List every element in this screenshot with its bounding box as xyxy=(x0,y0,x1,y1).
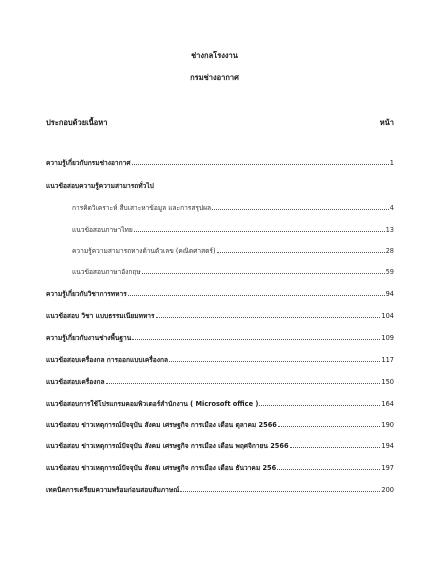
toc-entry xyxy=(46,310,394,322)
toc-entry-label: ความรู้เกี่ยวกับงานช่างพื้นฐาน xyxy=(46,334,132,342)
toc-dot-leader xyxy=(156,317,381,318)
toc-entry-page: 150 xyxy=(381,378,394,386)
toc-dot-leader xyxy=(142,273,385,274)
toc-entry xyxy=(46,288,394,300)
toc-dot-leader xyxy=(212,209,389,210)
toc-entry-label: การคิดวิเคราะห์ สืบเสาะหาข้อมูล และการสรุปผล xyxy=(72,204,211,212)
toc-entry-page: 94 xyxy=(385,290,394,298)
toc-entry xyxy=(46,398,394,410)
toc-entry-label: แนวข้อสอบเครื่องกล xyxy=(46,378,105,386)
toc-contents-heading: ประกอบด้วยเนื้อหา xyxy=(46,118,108,127)
toc-entry xyxy=(46,462,394,474)
toc-entry-label: ความรู้ความสามารถทางด้านตัวเลข (คณิตศาสตร์) xyxy=(72,247,216,255)
toc-entry-page: 200 xyxy=(381,486,394,494)
toc-entry-page: 28 xyxy=(385,247,394,255)
toc-entry-label: แนวข้อสอบ ข่าวเหตุการณ์ปัจจุบัน สังคม เศรษฐกิจ การเมือง เดือน ธันวาคม 256 xyxy=(46,464,277,472)
toc-dot-leader xyxy=(277,469,380,470)
toc-entry-label: ความรู้เกี่ยวกับวิชาการทหาร xyxy=(46,290,127,298)
toc-entry-page: 190 xyxy=(381,421,394,429)
toc-entry xyxy=(72,266,394,278)
toc-dot-leader xyxy=(169,361,380,362)
toc-entry-page: 4 xyxy=(389,204,394,212)
toc-entry-page: 1 xyxy=(389,159,394,167)
toc-dot-leader xyxy=(128,295,385,296)
toc-entry xyxy=(46,332,394,344)
toc-entry-page: 164 xyxy=(381,400,394,408)
toc-entry-label: แนวข้อสอบความรู้ความสามารถทั่วไป xyxy=(46,182,154,190)
toc-entry xyxy=(46,180,154,192)
toc-entry-label: เทคนิคการเตรียมความพร้อมก่อนสอบสัมภาษณ์ xyxy=(46,486,180,494)
toc-dot-leader xyxy=(132,339,380,340)
toc-entry-label: แนวข้อสอบ วิชา แบบธรรมเนียมทหาร xyxy=(46,312,155,320)
toc-dot-leader xyxy=(217,252,385,253)
toc-entry xyxy=(72,202,394,214)
toc-dot-leader xyxy=(134,231,385,232)
toc-dot-leader xyxy=(290,447,381,448)
toc-entry-page: 59 xyxy=(385,268,394,276)
toc-entry xyxy=(72,245,394,257)
toc-entry-page: 13 xyxy=(385,226,394,234)
toc-entry xyxy=(46,484,394,496)
toc-dot-leader xyxy=(106,383,381,384)
toc-entry-label: แนวข้อสอบ ข่าวเหตุการณ์ปัจจุบัน สังคม เศรษฐกิจ การเมือง เดือน พฤศจิกายน 2566 xyxy=(46,442,289,450)
toc-entry xyxy=(46,419,394,431)
document-subtitle: กรมช่างอากาศ xyxy=(190,73,239,82)
toc-dot-leader xyxy=(259,405,380,406)
toc-entry-label: แนวข้อสอบภาษาอังกฤษ xyxy=(72,268,141,276)
toc-dot-leader xyxy=(278,426,381,427)
toc-entry-label: แนวข้อสอบ ข่าวเหตุการณ์ปัจจุบัน สังคม เศรษฐกิจ การเมือง เดือน ตุลาคม 2566 xyxy=(46,421,277,429)
toc-entry-label: แนวข้อสอบภาษาไทย xyxy=(72,226,133,234)
toc-entry-page: 104 xyxy=(381,312,394,320)
toc-entry-page: 109 xyxy=(381,334,394,342)
toc-entry-label: แนวข้อสอบเครื่องกล การออกแบบเครื่องกล xyxy=(46,356,169,364)
toc-entry xyxy=(46,440,394,452)
toc-dot-leader xyxy=(180,491,380,492)
toc-entry-page: 197 xyxy=(381,464,394,472)
document-title: ช่างกลโรงงาน xyxy=(191,51,238,60)
toc-dot-leader xyxy=(132,164,389,165)
toc-entry-page: 117 xyxy=(381,356,394,364)
toc-entry-label: ความรู้เกี่ยวกับกรมช่างอากาศ xyxy=(46,159,131,167)
toc-entry-page: 194 xyxy=(381,442,394,450)
toc-entry xyxy=(46,376,394,388)
toc-entry xyxy=(46,354,394,366)
toc-entry-label: แนวข้อสอบการใช้โปรแกรมคอมพิวเตอร์สำนักงาน ( Microsoft office ) xyxy=(46,400,259,408)
toc-entry xyxy=(72,224,394,236)
toc-page-heading: หน้า xyxy=(379,118,394,127)
toc-entry xyxy=(46,157,394,169)
